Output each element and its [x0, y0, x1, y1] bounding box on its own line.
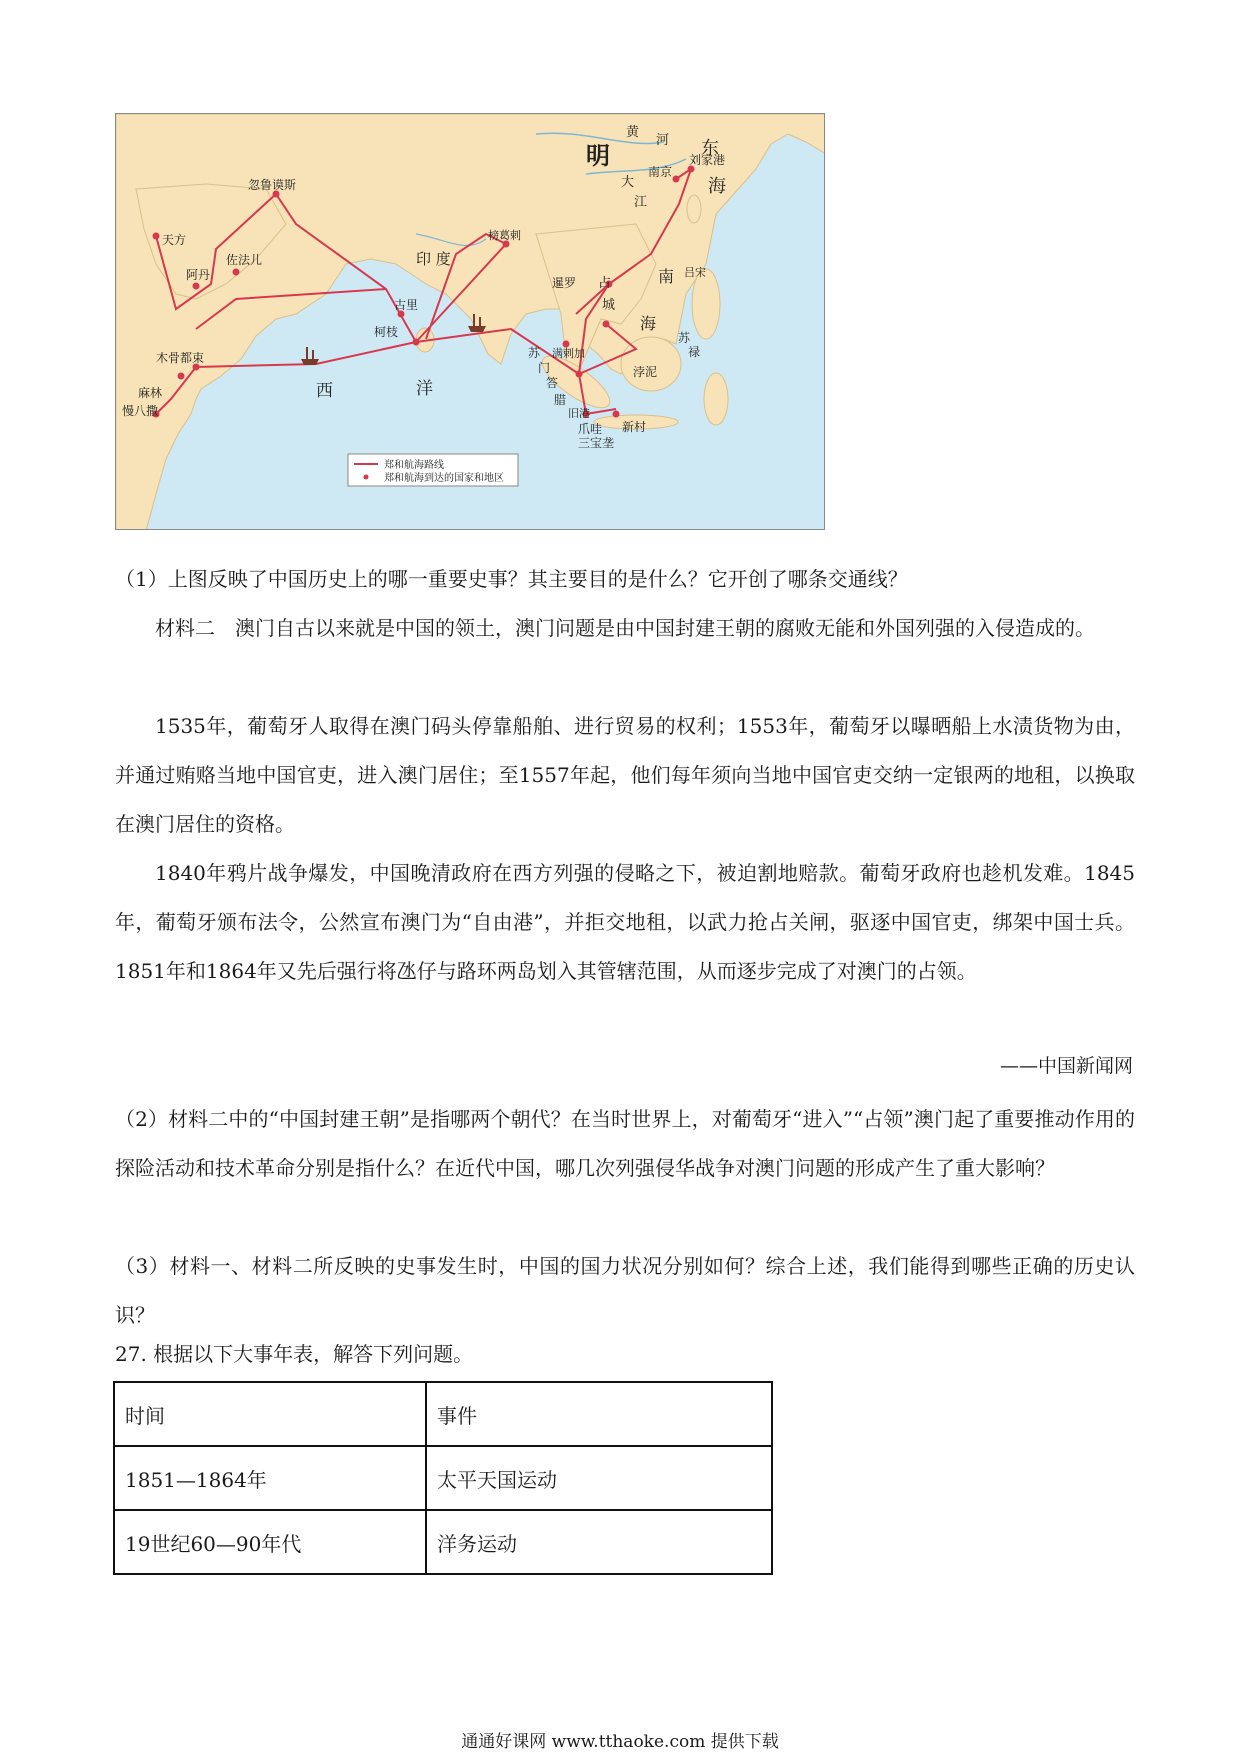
- label-zhaowa: 爪哇: [578, 422, 603, 436]
- label-lu: 禄: [688, 345, 701, 359]
- legend-stop-label: 郑和航海到达的国家和地区: [384, 473, 504, 484]
- label-malin: 麻林: [138, 386, 163, 400]
- label-manlajia: 满剌加: [552, 347, 585, 360]
- events-table: [113, 1381, 773, 1575]
- label-su: 苏: [678, 331, 691, 345]
- source-attribution: ——中国新闻网: [999, 1055, 1133, 1077]
- label-sanbaolong: 三宝垄: [578, 436, 615, 450]
- label-ming: 明: [586, 142, 610, 170]
- table-cell-time: 1851—1864年: [114, 1446, 426, 1510]
- table-header-time: 时间: [114, 1382, 426, 1446]
- label-east: 东: [701, 138, 719, 159]
- table-header-event: 事件: [426, 1382, 772, 1446]
- label-yang: 洋: [416, 379, 433, 399]
- label-huang: 黄: [626, 125, 640, 140]
- label-liujiagang: 刘家港: [689, 153, 726, 167]
- label-nan-sea: 海: [640, 314, 657, 333]
- label-zuofaer: 佐法儿: [226, 253, 263, 267]
- material-2-para-2: 1840年鸦片战争爆发，中国晚清政府在西方列强的侵略之下，被迫割地赔款。葡萄牙政府也趁机发难。1845年，葡萄牙颁布法令，公然宣布澳门为“自由港”，并拒交地租，以武力抢占关闸，驱逐中国官吏，绑架中国士兵。1851年和1864年又先后强行将氹仔与路环两岛划入其管辖范围，从而逐步完成了对澳门的占领。: [115, 861, 1135, 983]
- table-cell-event: 洋务运动: [426, 1510, 772, 1574]
- label-india: 印 度: [416, 250, 451, 268]
- material-2-intro: 材料二 澳门自古以来就是中国的领土，澳门问题是由中国封建王朝的腐败无能和外国列强的入侵造成的。: [155, 616, 1095, 640]
- label-kezhi: 柯枝: [374, 325, 399, 339]
- table-row: [114, 1510, 772, 1574]
- table-cell-time: 19世纪60—90年代: [114, 1510, 426, 1574]
- page-footer: 通通好课网 www.tthaoke.com 提供下载: [461, 1732, 779, 1752]
- question-3: （3）材料一、材料二所反映的史事发生时，中国的国力状况分别如何？综合上述，我们能得到哪些正确的历史认识？: [115, 1254, 1135, 1327]
- land-taiwan: [687, 195, 701, 223]
- label-hulumosi: 忽鲁谟斯: [248, 178, 297, 192]
- table-header-row: [114, 1382, 772, 1446]
- label-adan: 阿丹: [186, 268, 211, 282]
- label-cheng: 城: [602, 298, 616, 313]
- label-da: 大: [621, 175, 635, 190]
- zheng-he-voyage-map: [115, 113, 825, 530]
- label-lvsong: 吕宋: [684, 266, 706, 279]
- label-manbasa: 慢八撒: [122, 404, 159, 418]
- question-27: 27. 根据以下大事年表，解答下列问题。: [115, 1342, 474, 1366]
- label-nanjing: 南京: [648, 165, 673, 179]
- legend-route-label: 郑和航海路线: [384, 460, 444, 471]
- label-sumendala-1: 苏: [528, 346, 541, 360]
- label-jiugang: 旧港: [568, 407, 590, 420]
- label-jiang: 江: [634, 195, 648, 210]
- land-philippines: [692, 269, 720, 339]
- label-boni: 浡泥: [633, 365, 658, 379]
- table-cell-event: 太平天国运动: [426, 1446, 772, 1510]
- map-legend: [348, 454, 518, 486]
- label-xincun: 新村: [622, 420, 647, 434]
- land-sulawesi: [704, 373, 728, 425]
- question-2: （2）材料二中的“中国封建王朝”是指哪两个朝代？在当时世界上，对葡萄牙“进入”“占领”澳门起了重要推动作用的探险活动和技术革命分别是指什么？在近代中国，哪几次列强侵华战争对澳门问题的形成产生了重大影响？: [115, 1107, 1135, 1180]
- question-1: （1）上图反映了中国历史上的哪一重要史事？其主要目的是什么？它开创了哪条交通线？: [115, 567, 908, 591]
- label-tianfang: 天方: [162, 233, 187, 247]
- label-mugudushu: 木骨都束: [156, 351, 205, 365]
- label-he: 河: [656, 133, 670, 148]
- table-row: [114, 1446, 772, 1510]
- label-guli: 古里: [394, 298, 419, 312]
- label-nan: 南: [658, 267, 675, 286]
- label-sumendala-3: 答: [546, 376, 559, 390]
- label-sumendala-4: 腊: [554, 393, 567, 407]
- label-zhan: 占: [598, 276, 612, 291]
- label-xi: 西: [316, 381, 333, 401]
- label-sumendala-2: 门: [538, 361, 551, 375]
- label-xianluo: 暹罗: [552, 276, 577, 290]
- label-bangela: 榜葛剌: [488, 229, 521, 242]
- label-east-sea: 海: [708, 176, 726, 197]
- material-2-para-1: 1535年，葡萄牙人取得在澳门码头停靠船舶、进行贸易的权利；1553年，葡萄牙以曝晒船上水渍货物为由，并通过贿赂当地中国官吏，进入澳门居住；至1557年起，他们每年须向当地中国官吏交纳一定银两的地租，以换取在澳门居住的资格。: [115, 714, 1135, 836]
